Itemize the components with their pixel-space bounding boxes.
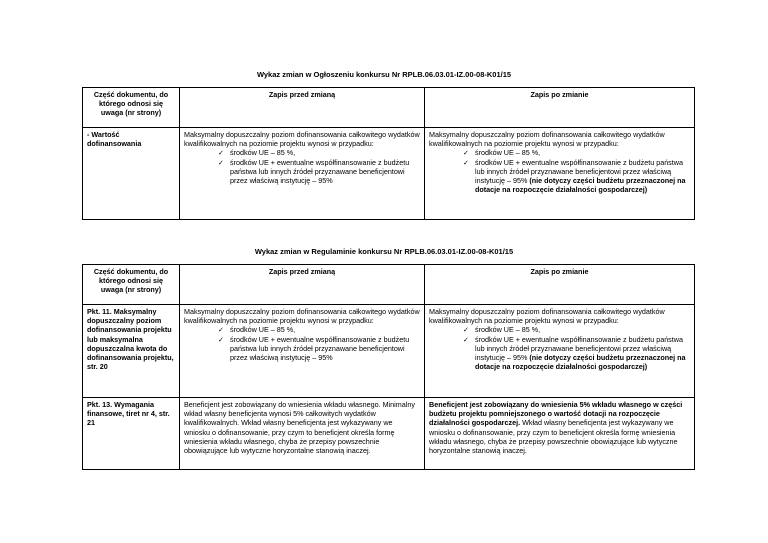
checkmark-icon: ✓ (218, 325, 225, 335)
doc2-row1-after (425, 305, 695, 398)
doc1-header-row (83, 88, 695, 128)
list-item: ✓ środków UE + ewentualne współfinansowanie z budżetu państwa lub innych źródeł przyznawane beneficjentowi przez właściwą instytucję – 95% (nie dotyczy części budżetu przeznaczonej na dotacje na rozpoczęcie działalności gospodarczej) (463, 334, 686, 372)
doc2-row1-after-intro: Maksymalny dopuszczalny poziom dofinansowania całkowitego wydatków kwalifikowalnych na poziomie projektu wynosi w przypadku: (429, 307, 665, 326)
checkmark-icon: ✓ (463, 325, 470, 335)
doc1-title: Wykaz zmian w Ogłoszeniu konkursu Nr RPLB.06.03.01-IZ.00-08-K01/15 (256, 70, 512, 79)
doc2-title: Wykaz zmian w Regulaminie konkursu Nr RPLB.06.03.01-IZ.00-08-K01/15 (254, 247, 514, 256)
checkmark-icon: ✓ (463, 157, 470, 167)
list-item: ✓ środków UE – 85 %, (218, 325, 296, 335)
doc2-row2-part: Pkt. 13. Wymagania finansowe, tiret nr 4, str. 21 (83, 398, 180, 470)
doc2-header-row (83, 265, 695, 305)
checkmark-icon: ✓ (463, 148, 470, 158)
doc2-header-part: Część dokumentu, do którego odnosi się uwaga (nr strony) (83, 265, 180, 305)
doc1-row-part: - Wartość dofinansowania (83, 128, 180, 220)
doc1-header-part: Część dokumentu, do którego odnosi się uwaga (nr strony) (83, 88, 180, 128)
doc2-row-2 (83, 398, 695, 470)
doc1-header-after: Zapis po zmianie (425, 88, 695, 128)
doc2-row1-before-list (184, 325, 420, 362)
list-item: ✓ środków UE – 85 %, (218, 148, 296, 158)
list-item: ✓ środków UE + ewentualne współfinansowanie z budżetu państwa lub innych źródeł przyznawane beneficjentowi przez właściwą instytucję – 95% (nie dotyczy części budżetu przeznaczonej na dotacje na rozpoczęcie działalności gospodarczej) (463, 157, 686, 195)
list-item: ✓ środków UE + ewentualne współfinansowanie z budżetu państwa lub innych źródeł przyznawane beneficjentowi przez właściwą instytucję – 95% (218, 157, 410, 186)
list-item: ✓ środków UE + ewentualne współfinansowanie z budżetu państwa lub innych źródeł przyznawane beneficjentowi przez właściwą instytucję – 95% (218, 334, 410, 363)
list-item: ✓ środków UE – 85 %, (463, 148, 541, 158)
doc1-header-before: Zapis przed zmianą (180, 88, 425, 128)
doc2-header-after: Zapis po zmianie (425, 265, 695, 305)
doc2-row1-part: Pkt. 11. Maksymalny dopuszczalny poziom dofinansowania projektu lub maksymalna dopuszczalna kwota do dofinansowania projektu, str. 20 (83, 305, 180, 398)
checkmark-icon: ✓ (463, 334, 470, 344)
doc2-row1-before (180, 305, 425, 398)
doc2-row-1 (83, 305, 695, 398)
doc2-row1-before-intro: Maksymalny dopuszczalny poziom dofinansowania całkowitego wydatków kwalifikowalnych na poziomie projektu wynosi w przypadku: (184, 307, 420, 326)
checkmark-icon: ✓ (218, 334, 225, 344)
doc1-table (82, 87, 695, 220)
doc2-table (82, 264, 695, 470)
doc2-row1-after-list (429, 325, 690, 371)
doc1-row-before (180, 128, 425, 220)
doc2-row2-after: Beneficjent jest zobowiązany do wniesienia 5% wkładu własnego w części budżetu projektu pomniejszonego o wartość dotacji na rozpoczęcie działalności gospodarczej. Wkład własny beneficjenta jest wykazywany we wniosku o dofinansowanie, przy czym to beneficjent określa formę wniesienia wkładu własnego, chyba że przepisy powszechnie obowiązujące lub wytyczne horyzontalne stanowią inaczej. (425, 398, 695, 470)
list-item: ✓ środków UE – 85 %, (463, 325, 541, 335)
doc1-before-intro: Maksymalny dopuszczalny poziom dofinansowania całkowitego wydatków kwalifikowalnych na poziomie projektu wynosi w przypadku: (184, 130, 420, 149)
doc1-before-list (184, 148, 420, 185)
checkmark-icon: ✓ (218, 148, 225, 158)
checkmark-icon: ✓ (218, 157, 225, 167)
doc1-after-intro: Maksymalny dopuszczalny poziom dofinansowania całkowitego wydatków kwalifikowalnych na poziomie projektu wynosi w przypadku: (429, 130, 665, 149)
doc1-after-list (429, 148, 690, 194)
doc1-row-after (425, 128, 695, 220)
doc2-header-before: Zapis przed zmianą (180, 265, 425, 305)
doc2-row2-before: Beneficjent jest zobowiązany do wniesienia wkładu własnego. Minimalny wkład własny beneficjenta wynosi 5% całkowitych wydatków kwalifikowalnych. Wkład własny beneficjenta jest wykazywany we wniosku o dofinansowanie, przy czym to beneficjent określa formę wniesienia wkładu własnego, chyba że przepisy powszechnie obowiązujące lub wytyczne horyzontalne stanowią inaczej. (180, 398, 425, 470)
doc1-row (83, 128, 695, 220)
